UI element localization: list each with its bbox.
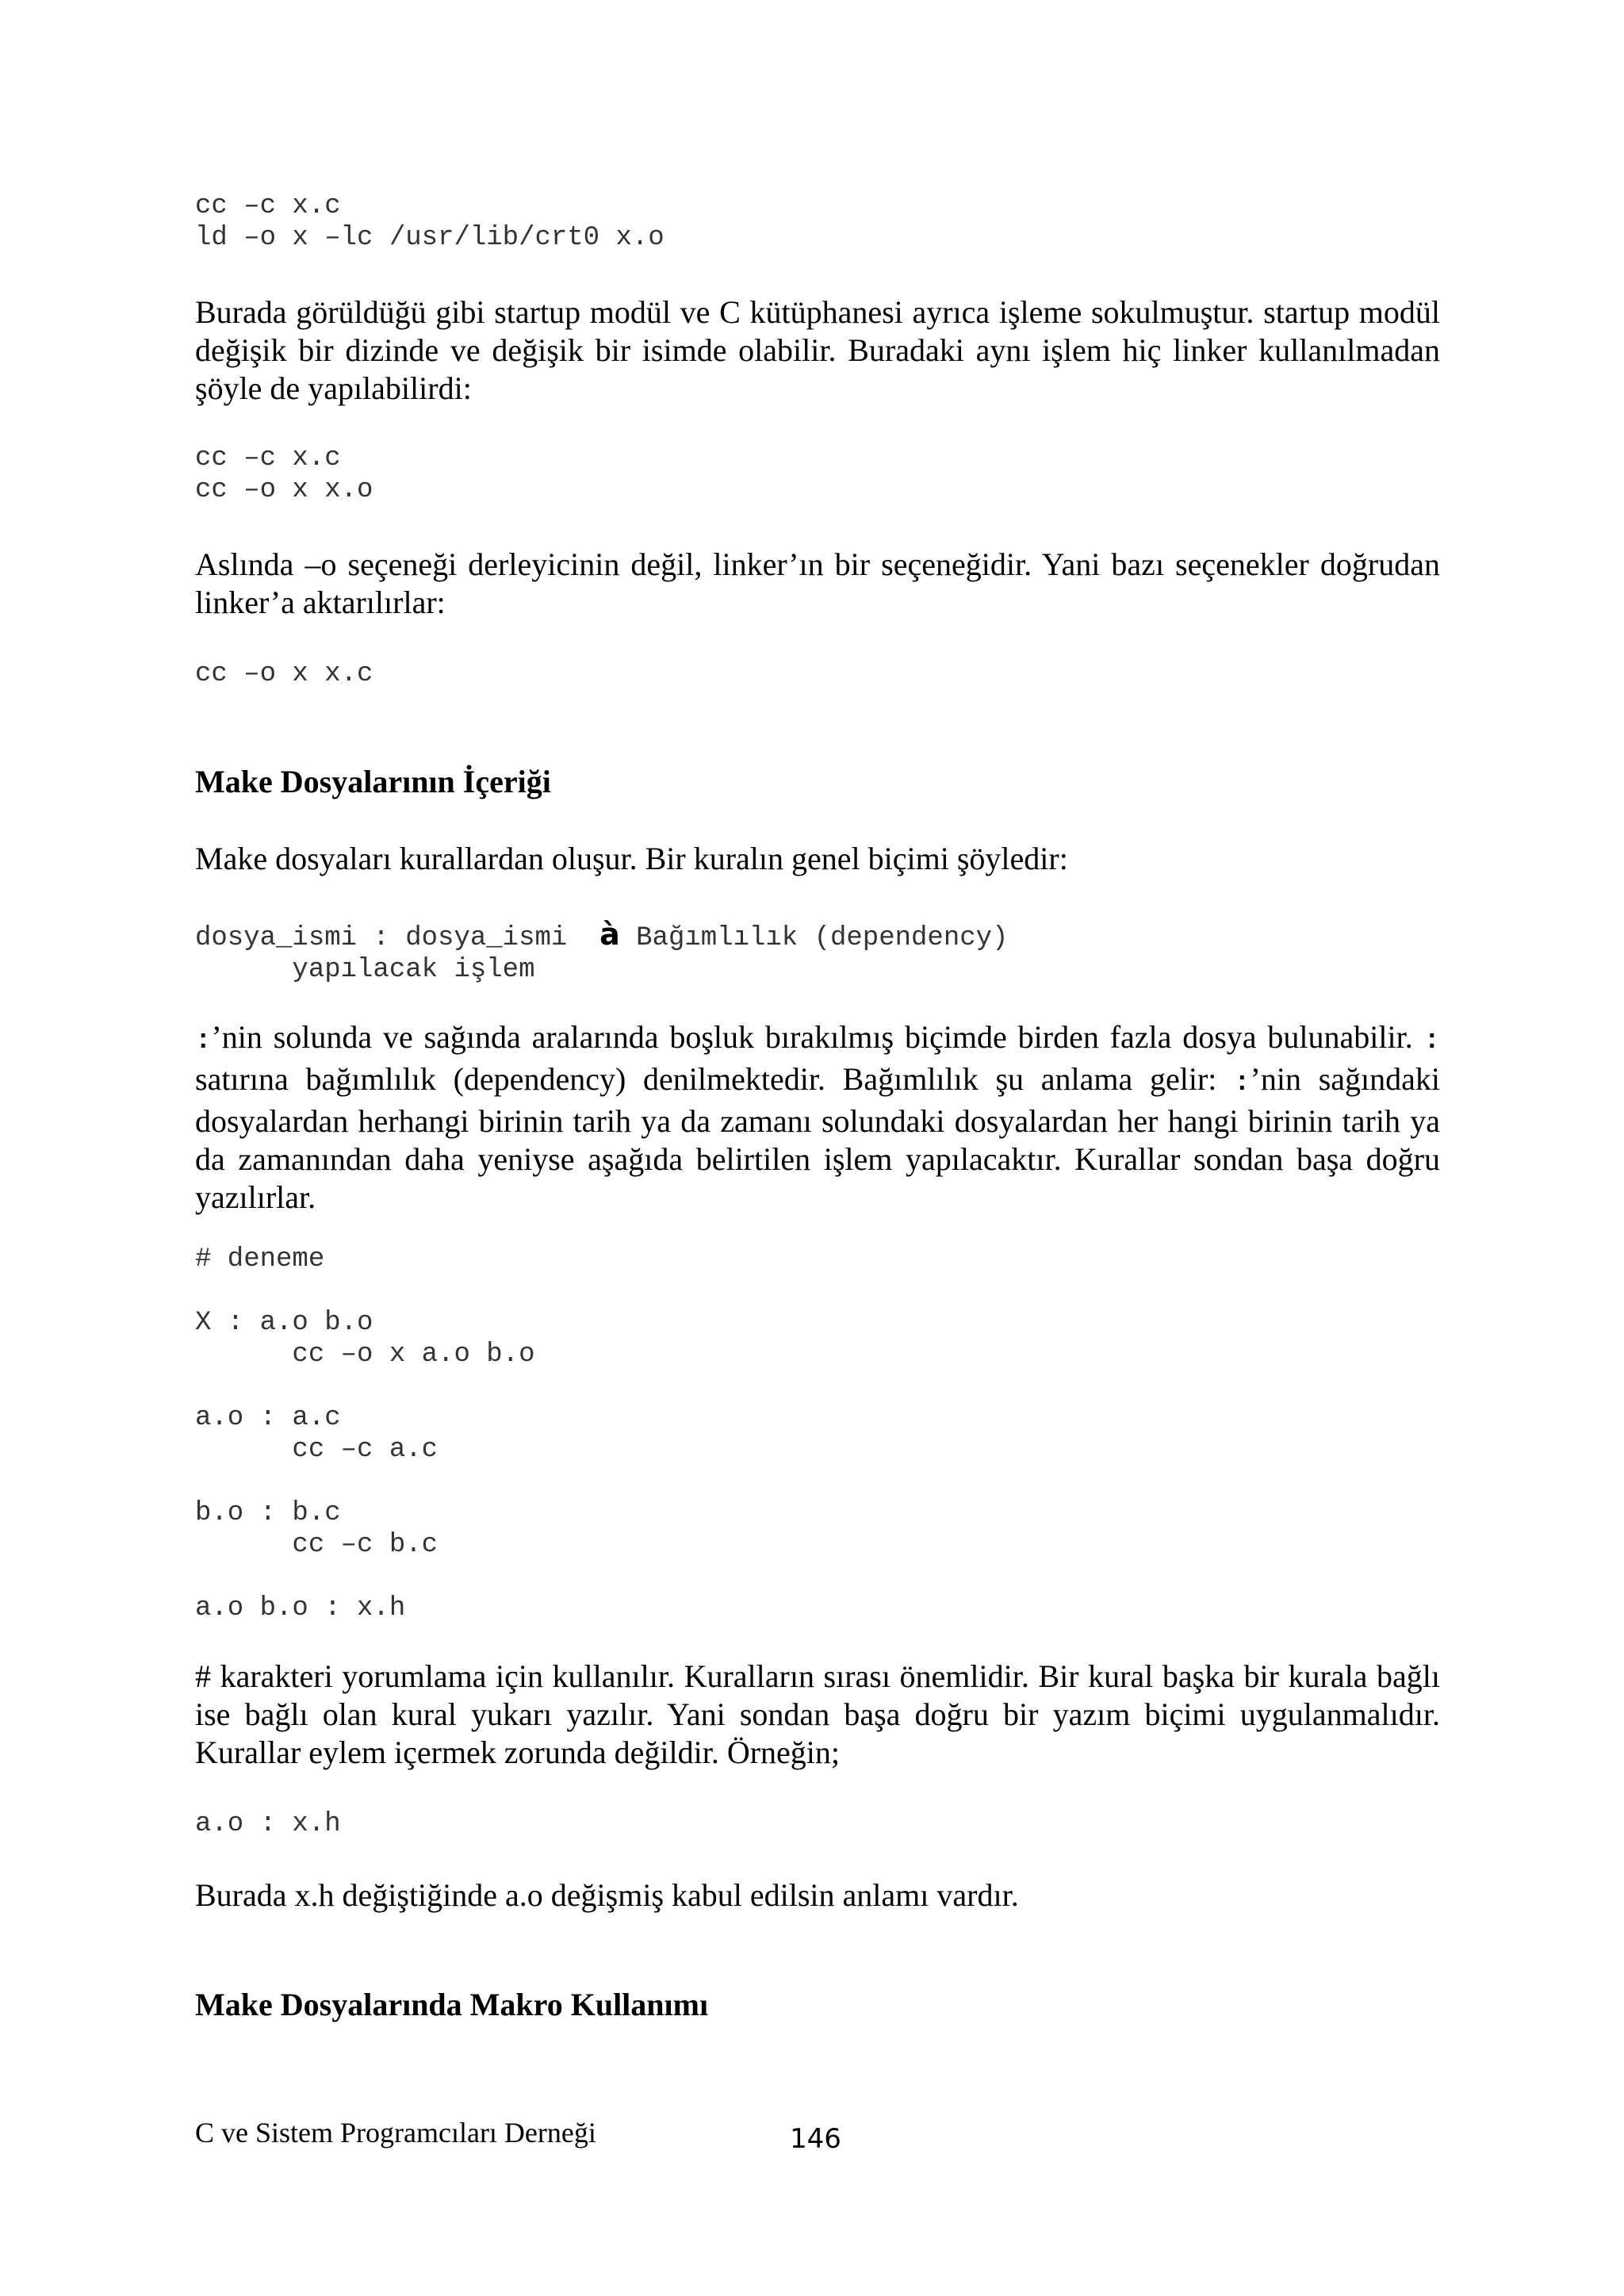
code-line: a.o b.o : x.h xyxy=(195,1593,406,1623)
rule-left: dosya_ismi : dosya_ismi xyxy=(195,923,568,953)
code-line: cc –c x.c xyxy=(195,191,341,221)
code-line: X : a.o b.o xyxy=(195,1308,373,1338)
code-line: cc –c x.c xyxy=(195,443,341,473)
rule-comment: Bağımlılık (dependency) xyxy=(636,923,1009,953)
section-heading-content: Make Dosyalarının İçeriği xyxy=(195,764,551,799)
code-line: cc –o x a.o b.o xyxy=(195,1340,535,1370)
code-line: cc –c b.c xyxy=(195,1530,439,1560)
code-line: a.o : x.h xyxy=(195,1809,341,1839)
code-comment: # deneme xyxy=(195,1244,325,1274)
paragraph-dependency: :’nin solunda ve sağında aralarında boşluk bırakılmış biçimde birden fazla dosya bulunabilir. : satırına bağımlılık (dependency) denilmektedir. Bağımlılık şu anlama gelir: :’nin sağındaki dosyalardan herhangi birinin tarih ya da zamanı solundaki dosyalardan her hangi birinin tarih ya da zamanından daha yeniyse aşağıda belirtilen işlem yapılacaktır. Kurallar sondan başa doğru yazılırlar. xyxy=(195,1019,1441,1215)
code-block-link xyxy=(195,190,665,254)
footer-organization: C ve Sistem Programcıları Derneği xyxy=(195,2117,596,2148)
code-line: cc –c a.c xyxy=(195,1435,439,1465)
code-line: a.o : a.c xyxy=(195,1403,341,1433)
colon-symbol: : xyxy=(195,1026,212,1056)
code-block-single xyxy=(195,658,373,690)
arrow-icon: à xyxy=(599,917,620,952)
rule-action: yapılacak işlem xyxy=(195,955,535,985)
code-line: ld –o x –lc /usr/lib/crt0 x.o xyxy=(195,223,665,253)
code-block-compile xyxy=(195,443,373,506)
code-block-example xyxy=(195,1808,341,1840)
page-number: 146 xyxy=(790,2123,841,2155)
code-line: cc –o x x.o xyxy=(195,475,373,505)
colon-symbol: : xyxy=(1423,1026,1441,1056)
code-line: cc –o x x.c xyxy=(195,659,373,689)
paragraph-o-option: Aslında –o seçeneği derleyicinin değil, linker’ın bir seçeneğidir. Yani bazı seçenekler doğrudan linker’a aktarılırlar: xyxy=(195,546,1440,620)
code-block-makefile xyxy=(195,1244,534,1624)
colon-symbol: : xyxy=(1234,1068,1251,1098)
paragraph-startup: Burada görüldüğü gibi startup modül ve C kütüphanesi ayrıca işleme sokulmuştur. startup modül değişik bir dizinde ve değişik bir isimde olabilir. Buradaki aynı işlem hiç linker kullanılmadan şöyle de yapılabilirdi: xyxy=(195,294,1440,406)
paragraph-example-meaning: Burada x.h değiştiğinde a.o değişmiş kabul edilsin anlamı vardır. xyxy=(195,1877,1019,1913)
section-heading-macro: Make Dosyalarında Makro Kullanımı xyxy=(195,1987,709,2022)
paragraph-comment-rules: # karakteri yorumlama için kullanılır. Kuralların sırası önemlidir. Bir kural başka bir kurala bağlı ise bağlı olan kural yukarı yazılır. Yani sondan başa doğru bir yazım biçimi uygulanmalıdır. Kurallar eylem içermek zorunda değildir. Örneğin; xyxy=(195,1658,1440,1770)
paragraph-rule-intro: Make dosyaları kurallardan oluşur. Bir kuralın genel biçimi şöyledir: xyxy=(195,841,1068,876)
code-line: b.o : b.c xyxy=(195,1498,341,1528)
code-block-rule-format xyxy=(195,918,1008,986)
